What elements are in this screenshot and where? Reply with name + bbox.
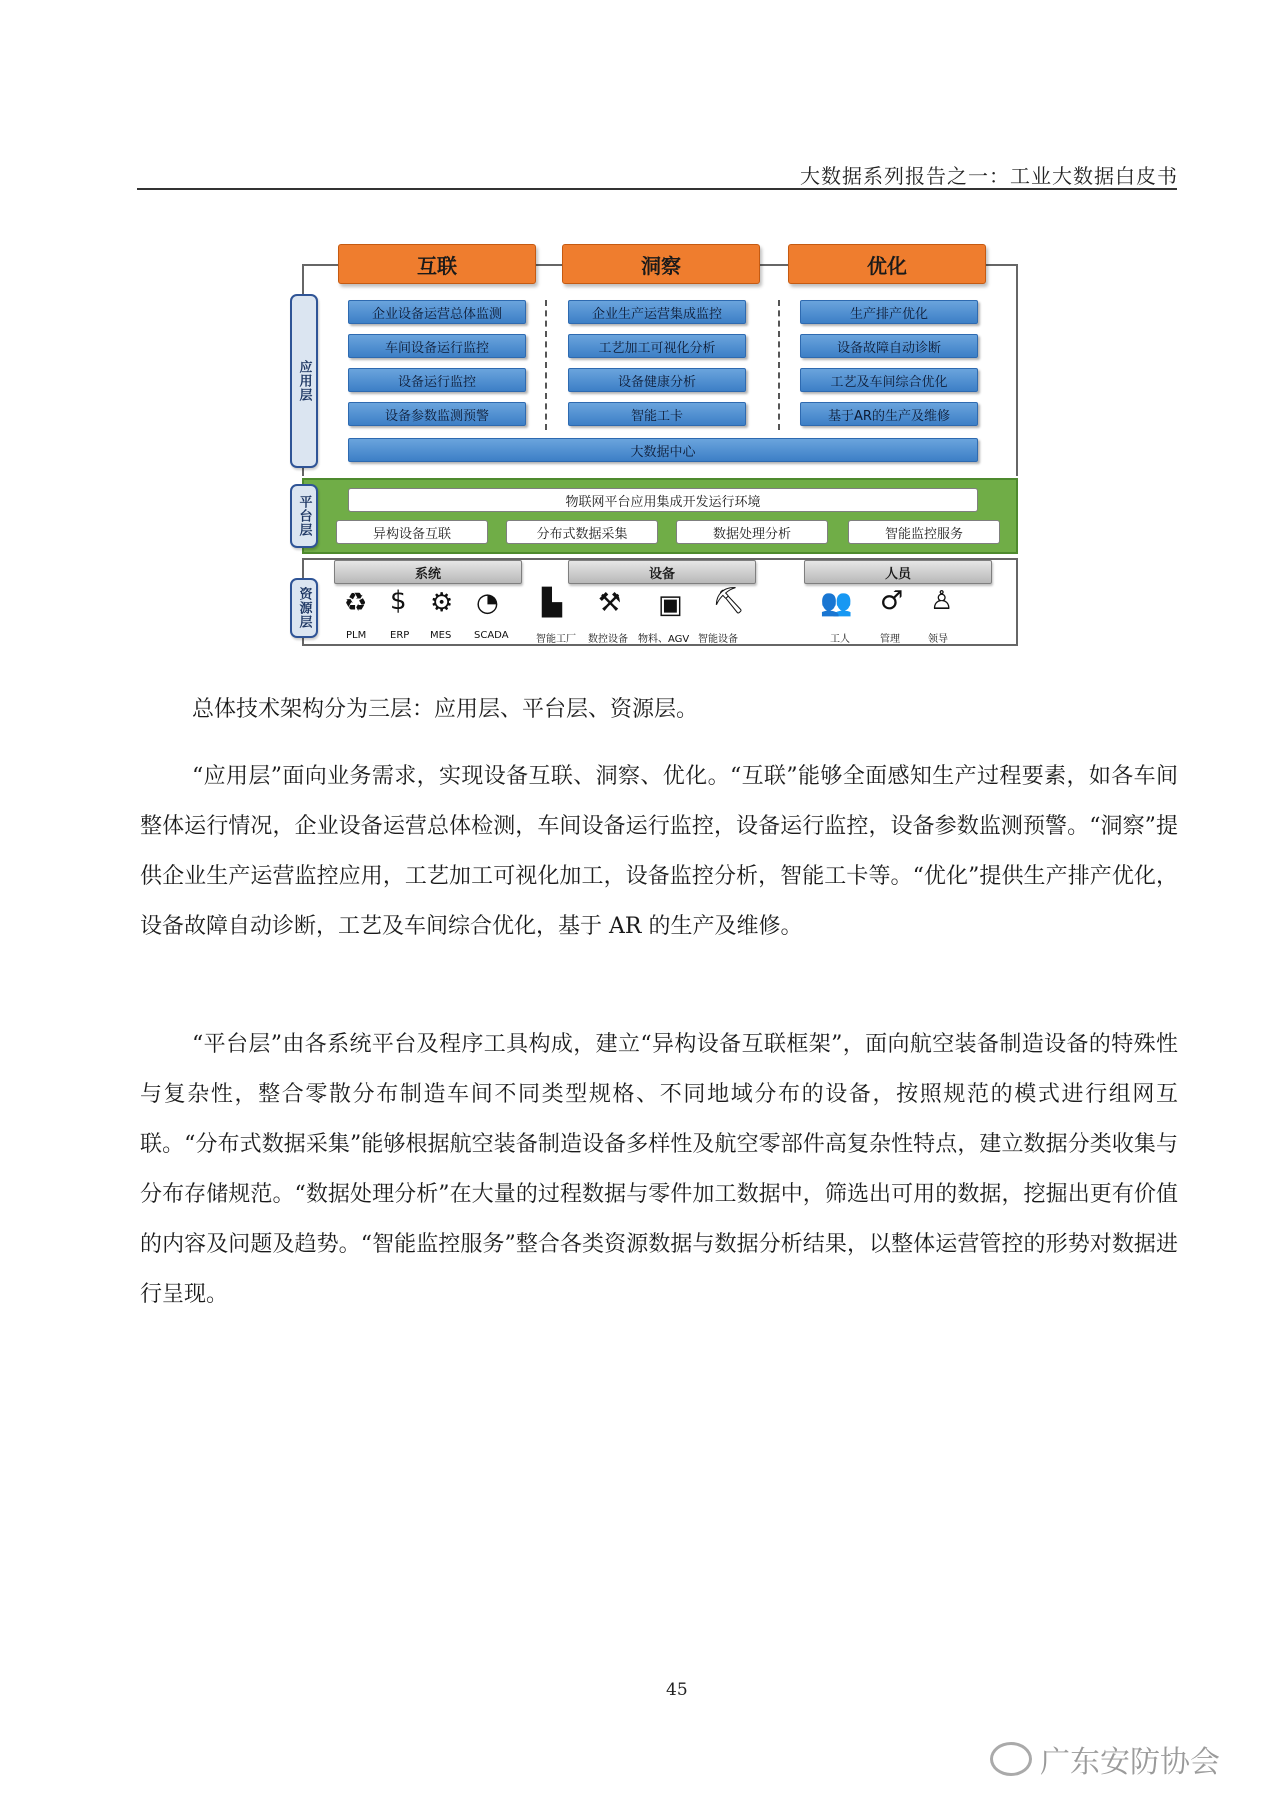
page-number: 45 (666, 1680, 688, 1700)
app-item: 企业设备运营总体监测 (348, 300, 526, 324)
gear-icon: ⚙ (430, 588, 454, 618)
watermark-text: 广东安防协会 (1040, 1745, 1220, 1780)
column-title-insight: 洞察 (562, 244, 760, 284)
platform-item: 数据处理分析 (676, 520, 828, 544)
app-item: 设备参数监测预警 (348, 402, 526, 426)
resource-label: SCADA (474, 630, 509, 641)
resource-label: 管理 (880, 634, 900, 645)
workers-icon: 👥 (820, 588, 853, 618)
platform-item: 异构设备互联 (336, 520, 488, 544)
dollar-icon: $ (390, 586, 407, 616)
app-item: 车间设备运行监控 (348, 334, 526, 358)
app-item: 设备故障自动诊断 (800, 334, 978, 358)
platform-layer-label: 平台层 (290, 484, 318, 548)
platform-item: 分布式数据采集 (506, 520, 658, 544)
app-item: 工艺及车间综合优化 (800, 368, 978, 392)
app-item: 智能工卡 (568, 402, 746, 426)
resource-label: 智能设备 (698, 634, 738, 645)
factory-icon: ▙ (542, 588, 562, 618)
wechat-icon (990, 1742, 1032, 1776)
app-item: 设备运行监控 (348, 368, 526, 392)
resource-label: 工人 (830, 634, 850, 645)
app-item: 设备健康分析 (568, 368, 746, 392)
resource-group-personnel: 人员 (804, 560, 992, 584)
resource-group-system: 系统 (334, 560, 522, 584)
robot-arm-icon: ⛏ (712, 586, 746, 616)
agv-icon: ▣ (658, 590, 683, 620)
resource-label: ERP (390, 630, 410, 641)
paragraph-summary: 总体技术架构分为三层：应用层、平台层、资源层。 (192, 697, 699, 722)
platform-item: 智能监控服务 (848, 520, 1000, 544)
application-layer-label: 应用层 (290, 294, 318, 468)
app-item: 生产排产优化 (800, 300, 978, 324)
app-item: 工艺加工可视化分析 (568, 334, 746, 358)
cycle-icon: ♻ (344, 588, 368, 618)
resource-label: PLM (346, 630, 367, 641)
app-item: 企业生产运营集成监控 (568, 300, 746, 324)
header-title: 大数据系列报告之一：工业大数据白皮书 (800, 164, 1178, 188)
app-item: 基于AR的生产及维修 (800, 402, 978, 426)
resource-group-equipment: 设备 (568, 560, 756, 584)
cnc-icon: ⚒ (598, 588, 622, 618)
watermark (990, 1737, 1220, 1781)
gauge-icon: ◔ (476, 588, 499, 618)
leader-icon: ♙ (930, 586, 954, 616)
column-divider (778, 300, 780, 430)
resource-label: 领导 (928, 634, 948, 645)
column-title-interconnect: 互联 (338, 244, 536, 284)
big-data-center: 大数据中心 (348, 438, 978, 462)
resource-label: 数控设备 (588, 634, 628, 645)
architecture-diagram (290, 238, 1030, 668)
resource-label: 物料、AGV (638, 634, 690, 645)
resource-layer-label: 资源层 (290, 578, 318, 638)
column-divider (545, 300, 547, 430)
column-title-optimize: 优化 (788, 244, 986, 284)
resource-label: 智能工厂 (536, 634, 576, 645)
manager-icon: ♂ (880, 586, 904, 616)
header-rule (137, 188, 1177, 190)
paragraph-application-layer: “应用层”面向业务需求，实现设备互联、洞察、优化。“互联”能够全面感知生产过程要素，如各车间整体运行情况，企业设备运营总体检测，车间设备运行监控，设备运行监控，设备参数监测预警。“洞察”提供企业生产运营监控应用，工艺加工可视化加工，设备监控分析，智能工卡等。“优化”提供生产排产优化，设备故障自动诊断，工艺及车间综合优化，基于 AR 的生产及维修。 (140, 764, 1178, 939)
platform-environment: 物联网平台应用集成开发运行环境 (348, 488, 978, 512)
paragraph-platform-layer: “平台层”由各系统平台及程序工具构成，建立“异构设备互联框架”，面向航空装备制造设备的特殊性与复杂性，整合零散分布制造车间不同类型规格、不同地域分布的设备，按照规范的模式进行组网互联。“分布式数据采集”能够根据航空装备制造设备多样性及航空零部件高复杂性特点，建立数据分类收集与分布存储规范。“数据处理分析”在大量的过程数据与零件加工数据中，筛选出可用的数据，挖掘出更有价值的内容及问题及趋势。“智能监控服务”整合各类资源数据与数据分析结果，以整体运营管控的形势对数据进行呈现。 (140, 1032, 1178, 1307)
resource-label: MES (430, 630, 452, 641)
